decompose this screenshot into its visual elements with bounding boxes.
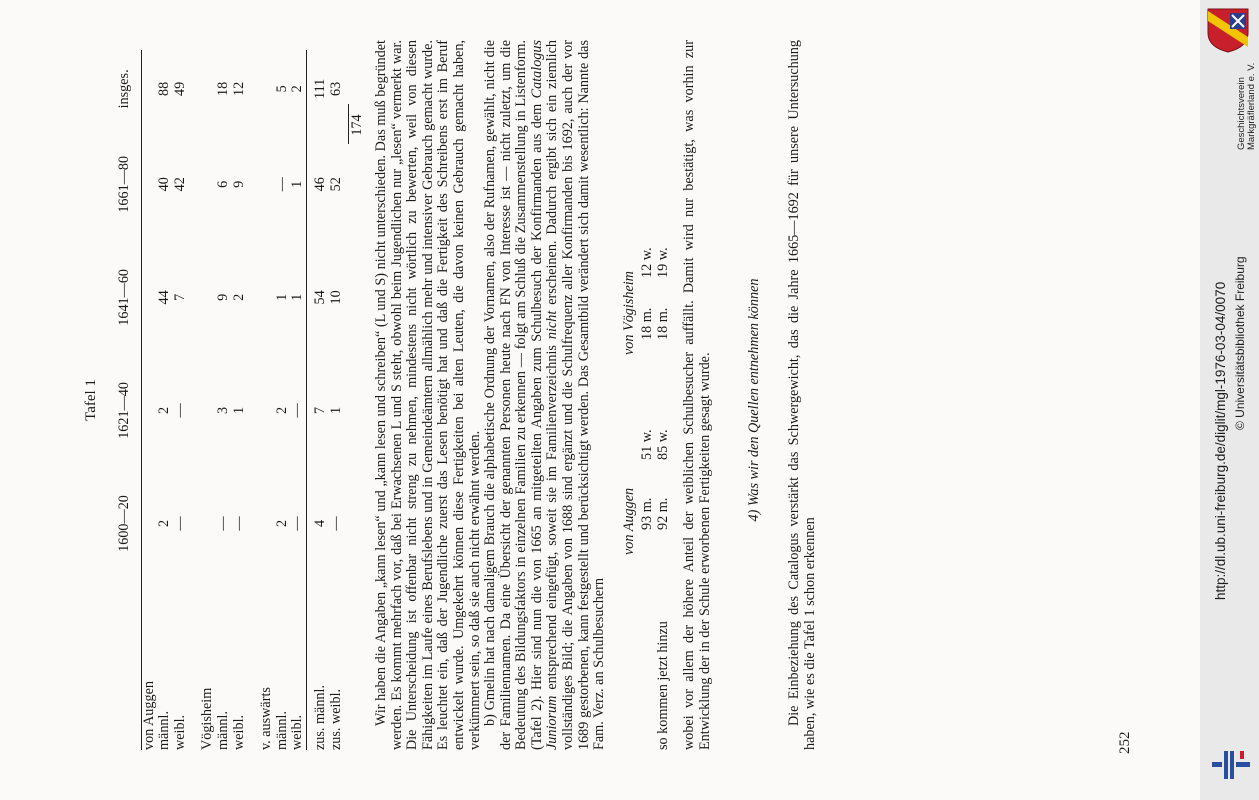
table-cell: — <box>230 516 247 531</box>
society-name: Geschichtsverein Markgräflerland e. V. <box>1236 62 1257 150</box>
table-cell <box>141 241 157 354</box>
table-row <box>313 50 329 750</box>
table-cell: — <box>273 177 290 192</box>
table-row-label: männl. <box>214 710 231 750</box>
table-group-row <box>259 50 275 750</box>
subtable-cell: 85 w. <box>655 429 671 460</box>
table-cell <box>141 354 157 467</box>
table-row <box>329 50 345 750</box>
table-cell: 3 <box>214 406 231 414</box>
paragraph-1 <box>374 40 483 750</box>
table-group-title: von Auggen <box>140 681 157 750</box>
table-row <box>290 50 306 750</box>
table-cell: 12 <box>230 81 247 96</box>
page-number: 252 <box>1117 731 1133 754</box>
table-cell: 1 <box>327 406 344 414</box>
table-cell: 1 <box>230 406 247 414</box>
subtable-cell: 18 m. <box>655 307 671 340</box>
table-cell: — <box>289 403 306 418</box>
grand-total: 174 <box>349 114 365 136</box>
table-cell: 7 <box>311 406 328 414</box>
table-cell <box>259 50 275 128</box>
table-cell: 111 <box>311 78 328 99</box>
table-row <box>157 50 173 750</box>
table-row-label: weibl. <box>171 714 188 750</box>
section-heading: 4) Was wir den Quellen entnehmen können <box>746 278 762 522</box>
paragraph-2 <box>483 40 608 750</box>
table-cell: — <box>327 516 344 531</box>
subtable-cell: 93 m. <box>639 497 655 530</box>
table-cell: 46 <box>311 177 328 192</box>
table-cell <box>200 128 216 241</box>
table-cell <box>141 50 157 128</box>
table-cell <box>200 50 216 128</box>
table-row-label: männl. <box>156 710 173 750</box>
subtable-head-voegisheim: von Vögisheim <box>621 271 637 355</box>
table-cell: 52 <box>327 177 344 192</box>
table-row-label: weibl. <box>289 714 306 750</box>
table-header-cell: 1621—40 <box>112 354 141 467</box>
italic-text: Catalogus Juniorum <box>528 40 561 750</box>
table-cell <box>200 467 216 580</box>
table-spacer <box>188 50 200 750</box>
text-run: entsprechend eingefügt, soweit sie im Familienverzeichnis <box>544 339 561 696</box>
paragraph-3: wobei vor allem der höhere Anteil der weiblichen Schulbesucher auffällt. Damit wird nur bestätigt, was vorhin zur Entwicklung der in der Schule erworbenen Fertigkeiten gesagt wurde. <box>681 40 713 750</box>
italic-text: nicht <box>544 310 561 340</box>
table-group-title: v. auswärts <box>258 687 275 750</box>
university-library-logo <box>1210 747 1254 783</box>
table-row <box>232 50 248 750</box>
data-table <box>112 50 344 750</box>
table-spacer <box>247 50 259 750</box>
table-cell: 44 <box>156 290 173 305</box>
table-cell: 2 <box>273 519 290 528</box>
table-cell: 4 <box>311 519 328 528</box>
paragraph-2-text <box>483 40 608 750</box>
table-cell <box>259 354 275 467</box>
table-cell: 1 <box>289 180 306 188</box>
subtable-row-label: so kommen jetzt hinzu <box>655 621 671 750</box>
table-cell: 1 <box>289 293 306 301</box>
paragraph-4-text: Die Einbeziehung des Catalogus verstärkt das Schwergewicht, das die Jahre 1665—1692 für unsere Untersuchung haben, wie es die Tafel 1 schon erkennen <box>786 40 818 750</box>
table-cell: 2 <box>289 85 306 93</box>
text-run: b) Gmelin hat nach damaligem Brauch die alphabetische Ordnung der Vornamen, also der Rufnamen, gewählt, nicht die der Familiennamen. Da eine Übersicht der genannten Personen heute nach FN von Interesse ist — nicht zuletzt, um die Bedeutung des Bildungsfaktors in einzelnen Familien zu erkennen — folgt am Schluß die Zusammenstellung in Listenform. (Tafel 2). Hier sind nun die von 1665 an mitgeteilten Angaben zum Schulbesuch der Konfirmanden aus dem <box>482 40 545 750</box>
table-header-cell: insges. <box>112 50 141 128</box>
table-cell: 10 <box>327 290 344 305</box>
subtable-cell: 12 w. <box>639 247 655 278</box>
table-cell: 2 <box>156 519 173 528</box>
table-cell: 2 <box>156 406 173 414</box>
copyright-text: © Universitätsbibliothek Freiburg <box>1233 256 1247 430</box>
table-row-label: zus. weibl. <box>327 688 344 750</box>
table-header-cell <box>112 580 141 750</box>
table-group-row <box>200 50 216 750</box>
table-row <box>216 50 232 750</box>
text-run: erscheinen. Dadurch ergibt sich ein ziemlich vollständiges Bild; die Angaben von 1688 sind ergänzt und die Schulfrequenz aller Konfirmanden bis 1692, auch der vor 1689 gestorbenen, kann festgestellt und berücksichtigt werden. Das Gesamtbild verändert sich damit wesentlich: Nannte das Fam. Verz. an Schulbesuchern <box>544 40 608 750</box>
table-row <box>275 50 291 750</box>
table-header-cell: 1661—80 <box>112 128 141 241</box>
table-row <box>173 50 189 750</box>
table-cell: 49 <box>171 81 188 96</box>
table-row-label: männl. <box>273 710 290 750</box>
table-cell: — <box>214 516 231 531</box>
table-cell: — <box>289 516 306 531</box>
table-row-label: zus. männl. <box>311 684 328 750</box>
table-cell <box>259 128 275 241</box>
table-cell: 2 <box>230 293 247 301</box>
table-cell: 6 <box>214 180 231 188</box>
table-group-row <box>141 50 157 750</box>
table-cell: 7 <box>171 293 188 301</box>
subtable-row <box>656 40 672 750</box>
table-cell: 42 <box>171 177 188 192</box>
table-cell: — <box>171 403 188 418</box>
subtable-cell: 19 w. <box>655 247 671 278</box>
table-cell: 63 <box>327 81 344 96</box>
subtable-row <box>640 40 656 750</box>
subtable-cell: 18 m. <box>639 307 655 340</box>
paragraph-4 <box>787 40 818 750</box>
table-cell: — <box>171 516 188 531</box>
table-cell: 5 <box>273 85 290 93</box>
table-cell: 88 <box>156 81 173 96</box>
society-shield-logo <box>1206 7 1250 53</box>
table-body <box>141 50 344 750</box>
table-cell <box>259 241 275 354</box>
table-cell <box>141 128 157 241</box>
subtable-cell: 51 w. <box>639 429 655 460</box>
table-cell: 9 <box>230 180 247 188</box>
table-header-cell: 1600—20 <box>112 467 141 580</box>
subtable-head-auggen: von Auggen <box>621 487 637 555</box>
paragraph-1-text: Wir haben die Angaben „kann lesen“ und „kann lesen und schreiben“ (L und S) nicht unterschieden. Das muß begründet werden. Es kommt mehrfach vor, daß bei Erwachsenen L und S steht, obwohl beim Jugendlichen nur „lesen“ vermerkt war. Die Unterscheidung ist offenbar nicht streng zu nehmen, mindestens nicht wörtlich zu bewerten, weil von diesen Fähigkeiten im Laufe eines Berufslebens und in Gemeindeämtern allmählich mehr und intensiver Gebrauch gemacht wurde. Es leuchtet ein, daß der Jugendliche zuerst das Lesen benötigt hat und daß die Fertigkeit des Schreibens erst im Beruf entwickelt wurde. Umgekehrt können diese Fertigkeiten bei alten Leuten, die davon keinen Gebrauch gemacht haben, verkümmert sein, so daß sie auch nicht erwähnt werden. <box>373 40 483 750</box>
table-cell: 54 <box>311 290 328 305</box>
table-cell: 2 <box>273 406 290 414</box>
table-cell: 1 <box>273 293 290 301</box>
table-cell: 18 <box>214 81 231 96</box>
table-header-row <box>112 50 141 750</box>
subtable-cell: 92 m. <box>655 497 671 530</box>
table-cell <box>259 467 275 580</box>
table-cell: 9 <box>214 293 231 301</box>
table-cell <box>200 354 216 467</box>
document-url-link[interactable]: http://dl.ub.uni-freiburg.de/diglit/mgl-1976-03-04/0070 <box>1213 281 1228 600</box>
table-cell: 40 <box>156 177 173 192</box>
table-header-cell: 1641—60 <box>112 241 141 354</box>
table-cell <box>141 467 157 580</box>
table-title: Tafel 1 <box>83 379 99 421</box>
table-cell <box>200 241 216 354</box>
table-row-label: weibl. <box>230 714 247 750</box>
table-group-title: Vögisheim <box>199 687 216 750</box>
